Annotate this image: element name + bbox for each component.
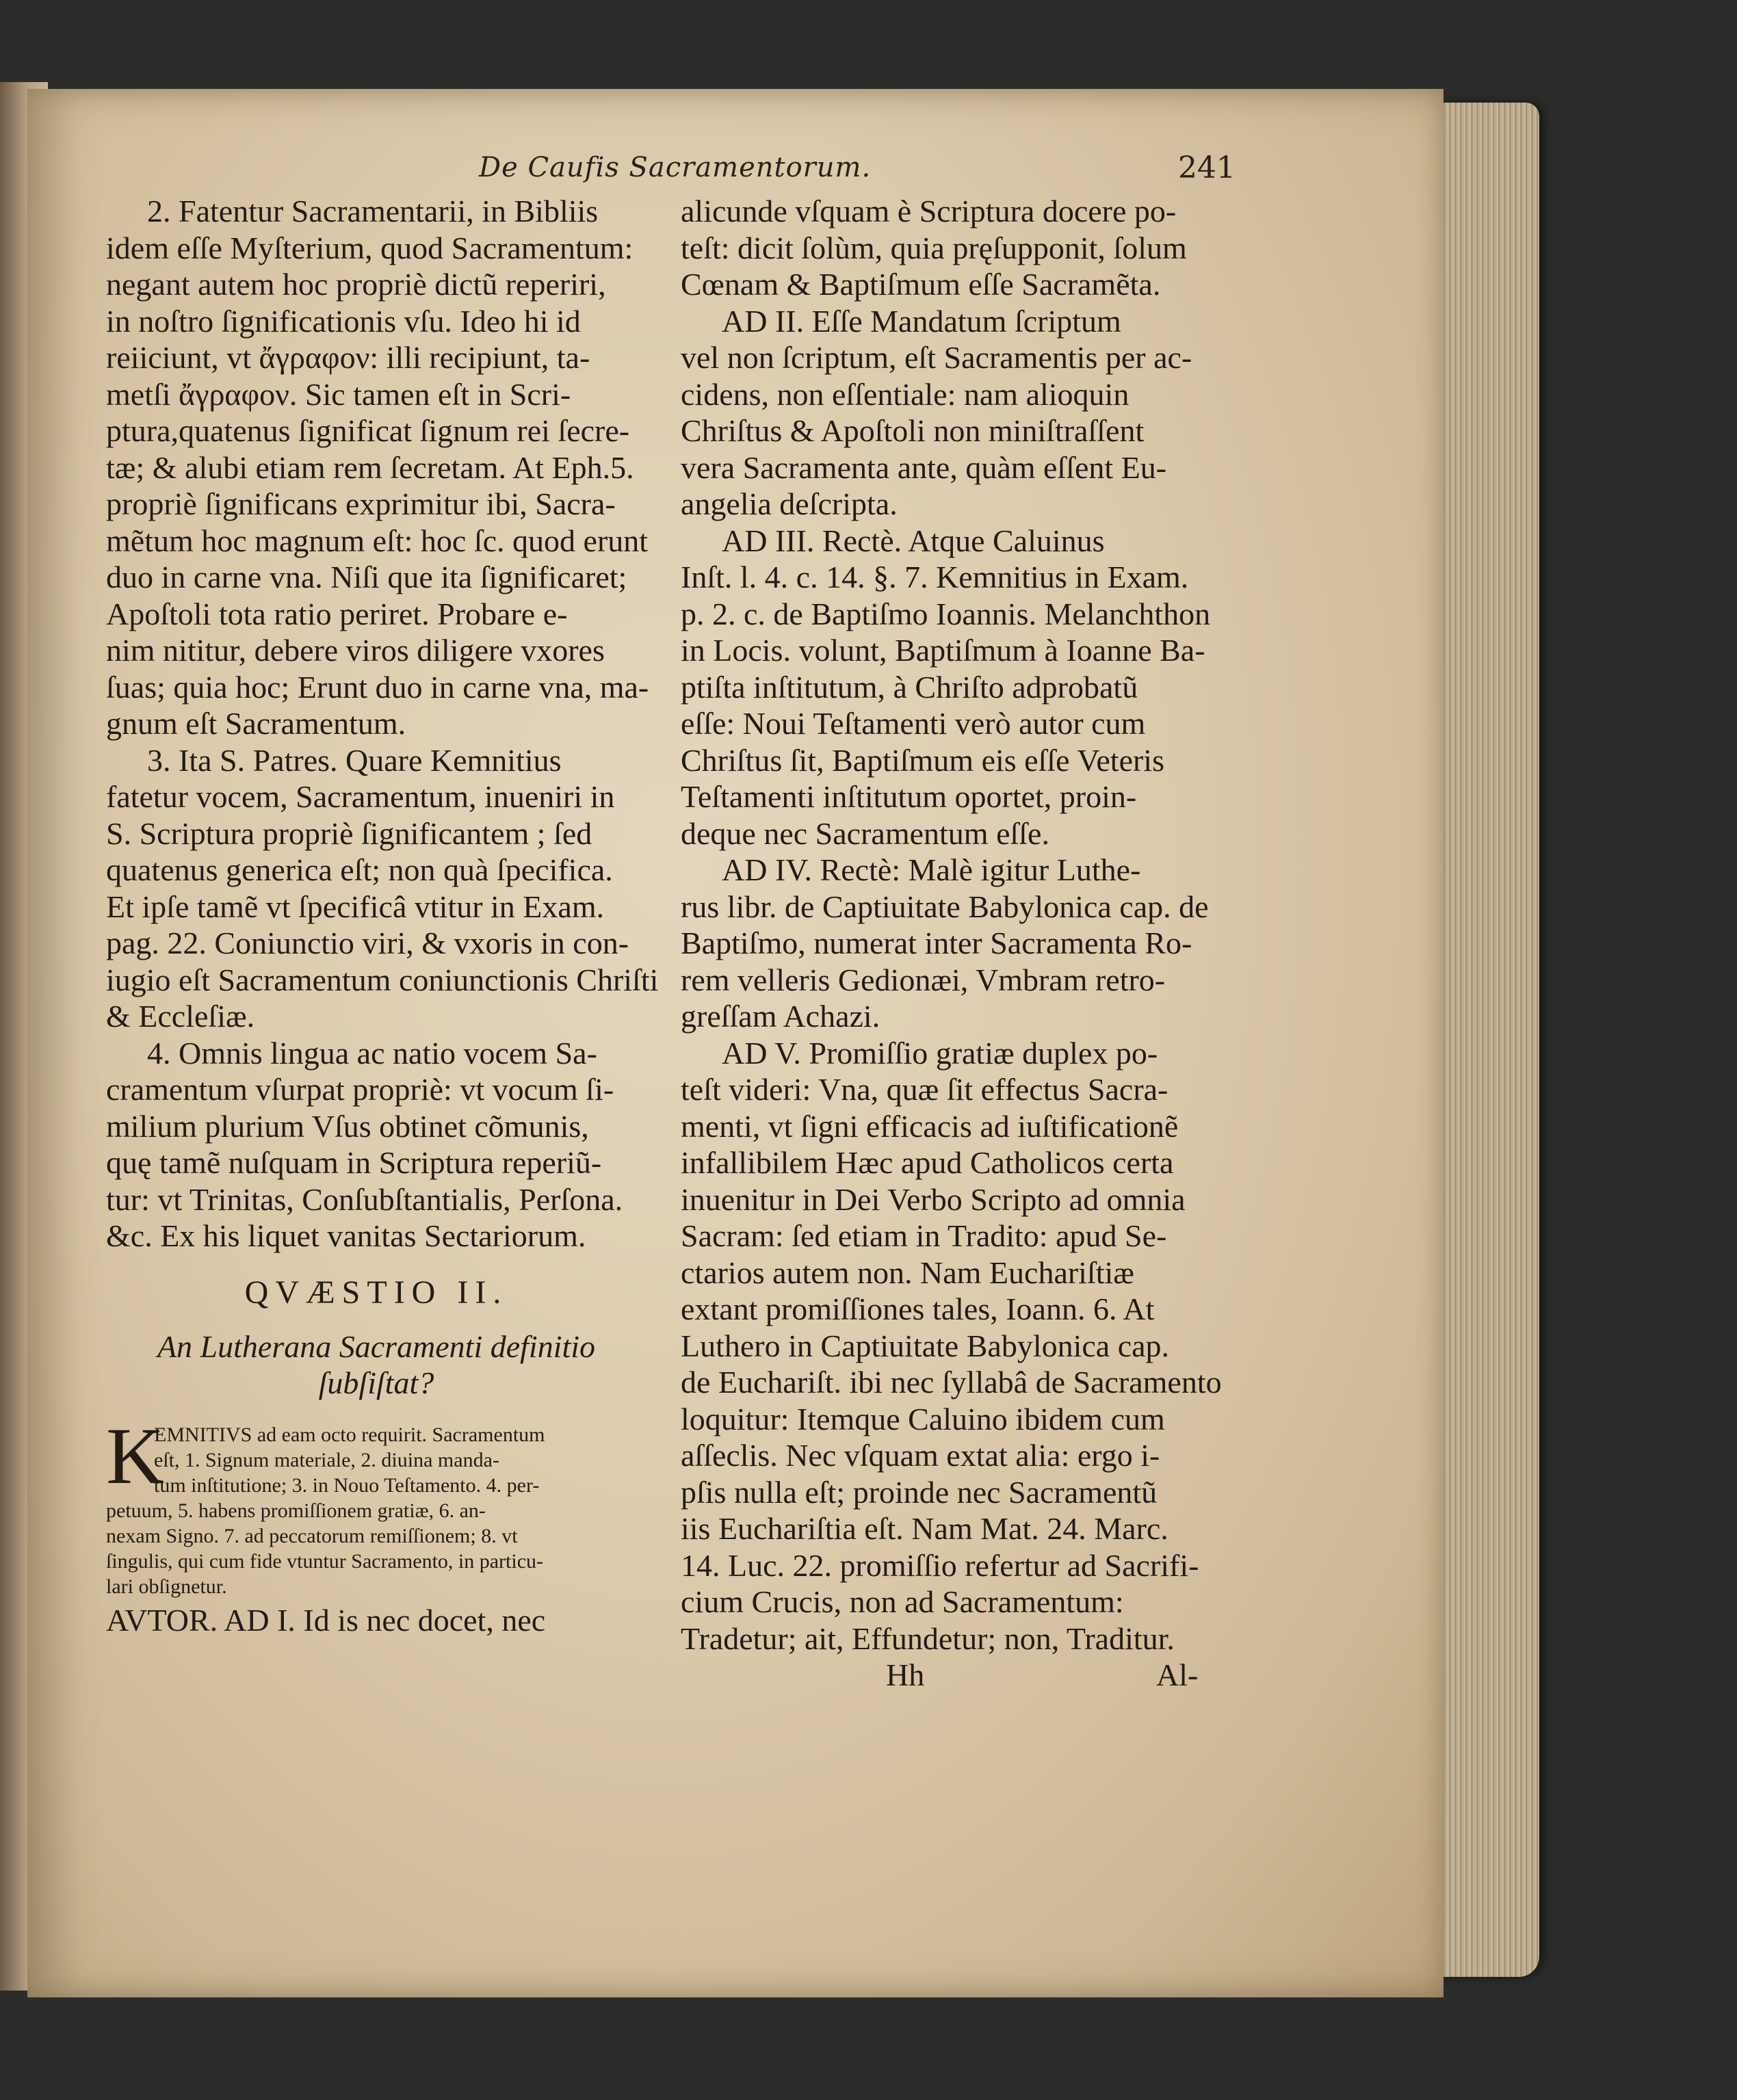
- page-number: 241: [1178, 150, 1236, 185]
- text-line: idem eſſe Myſterium, quod Sacramentum:: [106, 230, 634, 265]
- text-line: reiiciunt, vt ἄγραφον: illi recipiunt, ta-: [106, 340, 590, 375]
- text-line: cium Crucis, non ad Sacramentum:: [681, 1584, 1124, 1619]
- text-line: metſi ἄγραφον. Sic tamen eſt in Scri-: [106, 376, 571, 412]
- question-title-line: ſubſiſtat?: [318, 1365, 434, 1400]
- text-line: quę tamẽ nuſquam in Scriptura reperiũ-: [106, 1145, 602, 1180]
- right-column: [681, 193, 1221, 1694]
- text-line: in noſtro ſignificationis vſu. Ideo hi id: [106, 303, 581, 339]
- text-line: Baptiſmo, numerat inter Sacramenta Ro-: [681, 926, 1192, 960]
- text-line: propriè ſignificans exprimitur ibi, Sacra-: [106, 486, 616, 521]
- text-line: quatenus generica eſt; non quà ſpecifica.: [106, 852, 613, 887]
- text-line: Et ipſe tamẽ vt ſpecificâ vtitur in Exam.: [106, 889, 605, 924]
- text-line: rem velleris Gedionæi, Vmbram retro-: [681, 962, 1166, 997]
- summary-line: nexam Signo. 7. ad peccatorum remiſſionem; 8. vt: [106, 1524, 518, 1547]
- text-line: mẽtum hoc magnum eſt: hoc ſc. quod erunt: [106, 523, 649, 558]
- text-line: menti, vt ſigni efficacis ad iuſtificationẽ: [681, 1108, 1179, 1144]
- text-line: gnum eſt Sacramentum.: [106, 706, 406, 741]
- summary-line: ſingulis, qui cum fide vtuntur Sacramento, in particu-: [106, 1549, 544, 1573]
- signature-line: [681, 1657, 1221, 1694]
- summary-line: petuum, 5. habens promiſſionem gratiæ, 6. an-: [106, 1499, 486, 1522]
- text-line: AD V. Promiſſio gratiæ duplex po-: [722, 1035, 1158, 1071]
- text-line: 2. Fatentur Sacramentarii, in Bibliis: [147, 194, 599, 228]
- text-line: nim nititur, debere viros diligere vxores: [106, 633, 605, 668]
- text-line: Cœnam & Baptiſmum eſſe Sacramẽta.: [681, 267, 1161, 302]
- text-line: Luthero in Captiuitate Babylonica cap.: [681, 1328, 1170, 1363]
- text-line: tæ; & alubi etiam rem ſecretam. At Eph.5.: [106, 449, 634, 485]
- text-line: Chriſtus ſit, Baptiſmum eis eſſe Veteris: [681, 742, 1164, 778]
- text-line: cramentum vſurpat propriè: vt vocum ſi-: [106, 1072, 614, 1107]
- text-line: AD III. Rectè. Atque Caluinus: [722, 523, 1105, 558]
- text-line: Tradetur; ait, Effundetur; non, Traditur.: [681, 1620, 1175, 1656]
- text-line: in Locis. volunt, Baptiſmum à Ioanne Ba-: [681, 633, 1205, 668]
- text-line: tur: vt Trinitas, Conſubſtantialis, Perſona.: [106, 1181, 623, 1217]
- drop-cap: K: [106, 1410, 165, 1501]
- summary-block: [106, 1410, 647, 1599]
- text-line: S. Scriptura propriè ſignificantem ; ſed: [106, 815, 592, 851]
- final-line-block: [106, 1602, 647, 1639]
- text-line: ptiſta inſtitutum, à Chriſto adprobatũ: [681, 669, 1138, 705]
- text-line: Teſtamenti inſtitutum oportet, proin-: [681, 779, 1137, 814]
- text-line: angelia deſcripta.: [681, 486, 898, 521]
- right-column-text: [681, 193, 1221, 1657]
- text-line: loquitur: Itemque Caluino ibidem cum: [681, 1401, 1165, 1436]
- summary-line: EMNITIVS ad eam octo requirit. Sacramentum: [154, 1423, 545, 1446]
- text-line: Apoſtoli tota ratio periret. Probare e-: [106, 596, 568, 631]
- text-line: 4. Omnis lingua ac natio vocem Sa-: [147, 1035, 597, 1071]
- text-line: p. 2. c. de Baptiſmo Ioannis. Melanchthon: [681, 596, 1211, 631]
- text-line: milium plurium Vſus obtinet cõmunis,: [106, 1108, 589, 1144]
- text-line: 3. Ita S. Patres. Quare Kemnitius: [147, 742, 562, 778]
- text-line: duo in carne vna. Niſi que ita ſignificaret;: [106, 560, 627, 594]
- text-line: pag. 22. Coniunctio viri, & vxoris in con-: [106, 926, 629, 960]
- text-line: AD II. Eſſe Mandatum ſcriptum: [722, 303, 1121, 339]
- text-line: iugio eſt Sacramentum coniunctionis Chriſti: [106, 962, 659, 997]
- text-line: vera Sacramenta ante, quàm eſſent Eu-: [681, 449, 1167, 485]
- text-line: rus libr. de Captiuitate Babylonica cap. de: [681, 889, 1209, 924]
- text-line: fatetur vocem, Sacramentum, inueniri in: [106, 779, 615, 814]
- question-heading: QVÆSTIO II.: [244, 1274, 508, 1311]
- text-line: cidens, non eſſentiale: nam alioquin: [681, 376, 1129, 412]
- text-line: ctarios autem non. Nam Euchariſtiæ: [681, 1255, 1134, 1290]
- text-line: teſt: dicit ſolùm, quia pręſupponit, ſolum: [681, 230, 1187, 265]
- text-line: Sacram: ſed etiam in Tradito: apud Se-: [681, 1218, 1167, 1253]
- summary-text: [106, 1410, 647, 1599]
- text-line: ptura,quatenus ſignificat ſignum rei ſecre-: [106, 413, 630, 448]
- text-line: negant autem hoc propriè dictũ reperiri,: [106, 267, 606, 302]
- catchword: Al-: [1156, 1657, 1199, 1692]
- text-line: deque nec Sacramentum eſſe.: [681, 815, 1049, 851]
- summary-line: eſt, 1. Signum materiale, 2. diuina manda-: [154, 1448, 499, 1471]
- text-line: vel non ſcriptum, eſt Sacramentis per ac-: [681, 340, 1192, 375]
- text-line: teſt videri: Vna, quæ ſit effectus Sacra-: [681, 1072, 1168, 1107]
- text-line: infallibilem Hæc apud Catholicos certa: [681, 1145, 1174, 1180]
- text-line: alicunde vſquam è Scriptura docere po-: [681, 194, 1177, 228]
- text-line: eſſe: Noui Teſtamenti verò autor cum: [681, 706, 1146, 741]
- text-line: 14. Luc. 22. promiſſio refertur ad Sacrifi-: [681, 1547, 1199, 1583]
- summary-line: lari obſignetur.: [106, 1575, 227, 1598]
- text-line: pſis nulla eſt; proinde nec Sacramentũ: [681, 1474, 1158, 1510]
- text-line: de Euchariſt. ibi nec ſyllabâ de Sacramento: [681, 1365, 1222, 1400]
- final-line: AVTOR. AD I. Id is nec docet, nec: [106, 1602, 546, 1638]
- signature-mark: Hh: [886, 1657, 925, 1692]
- text-line: iis Euchariſtia eſt. Nam Mat. 24. Marc.: [681, 1511, 1168, 1546]
- text-line: Chriſtus & Apoſtoli non miniſtraſſent: [681, 413, 1145, 448]
- text-line: Inſt. l. 4. c. 14. §. 7. Kemnitius in Exam.: [681, 560, 1189, 594]
- text-line: ſuas; quia hoc; Erunt duo in carne vna, ma-: [106, 669, 649, 705]
- question-title: [106, 1328, 647, 1402]
- text-line: greſſam Achazi.: [681, 999, 880, 1034]
- page-stack-edge: [1430, 103, 1539, 1977]
- text-line: &c. Ex his liquet vanitas Sectariorum.: [106, 1218, 586, 1253]
- left-column: [106, 193, 659, 1638]
- left-column-text: [106, 193, 659, 1255]
- running-head: De Caufis Sacramentorum.: [479, 152, 872, 183]
- summary-line: tum inſtitutione; 3. in Nouo Teſtamento. 4. per-: [154, 1473, 540, 1497]
- text-line: aſſeclis. Nec vſquam extat alia: ergo i-: [681, 1438, 1160, 1473]
- text-line: & Eccleſiæ.: [106, 999, 255, 1034]
- text-line: inuenitur in Dei Verbo Scripto ad omnia: [681, 1181, 1186, 1217]
- text-line: extant promiſſiones tales, Ioann. 6. At: [681, 1291, 1155, 1326]
- text-line: AD IV. Rectè: Malè igitur Luthe-: [722, 852, 1141, 887]
- question-title-line: An Lutherana Sacramenti definitio: [157, 1328, 596, 1364]
